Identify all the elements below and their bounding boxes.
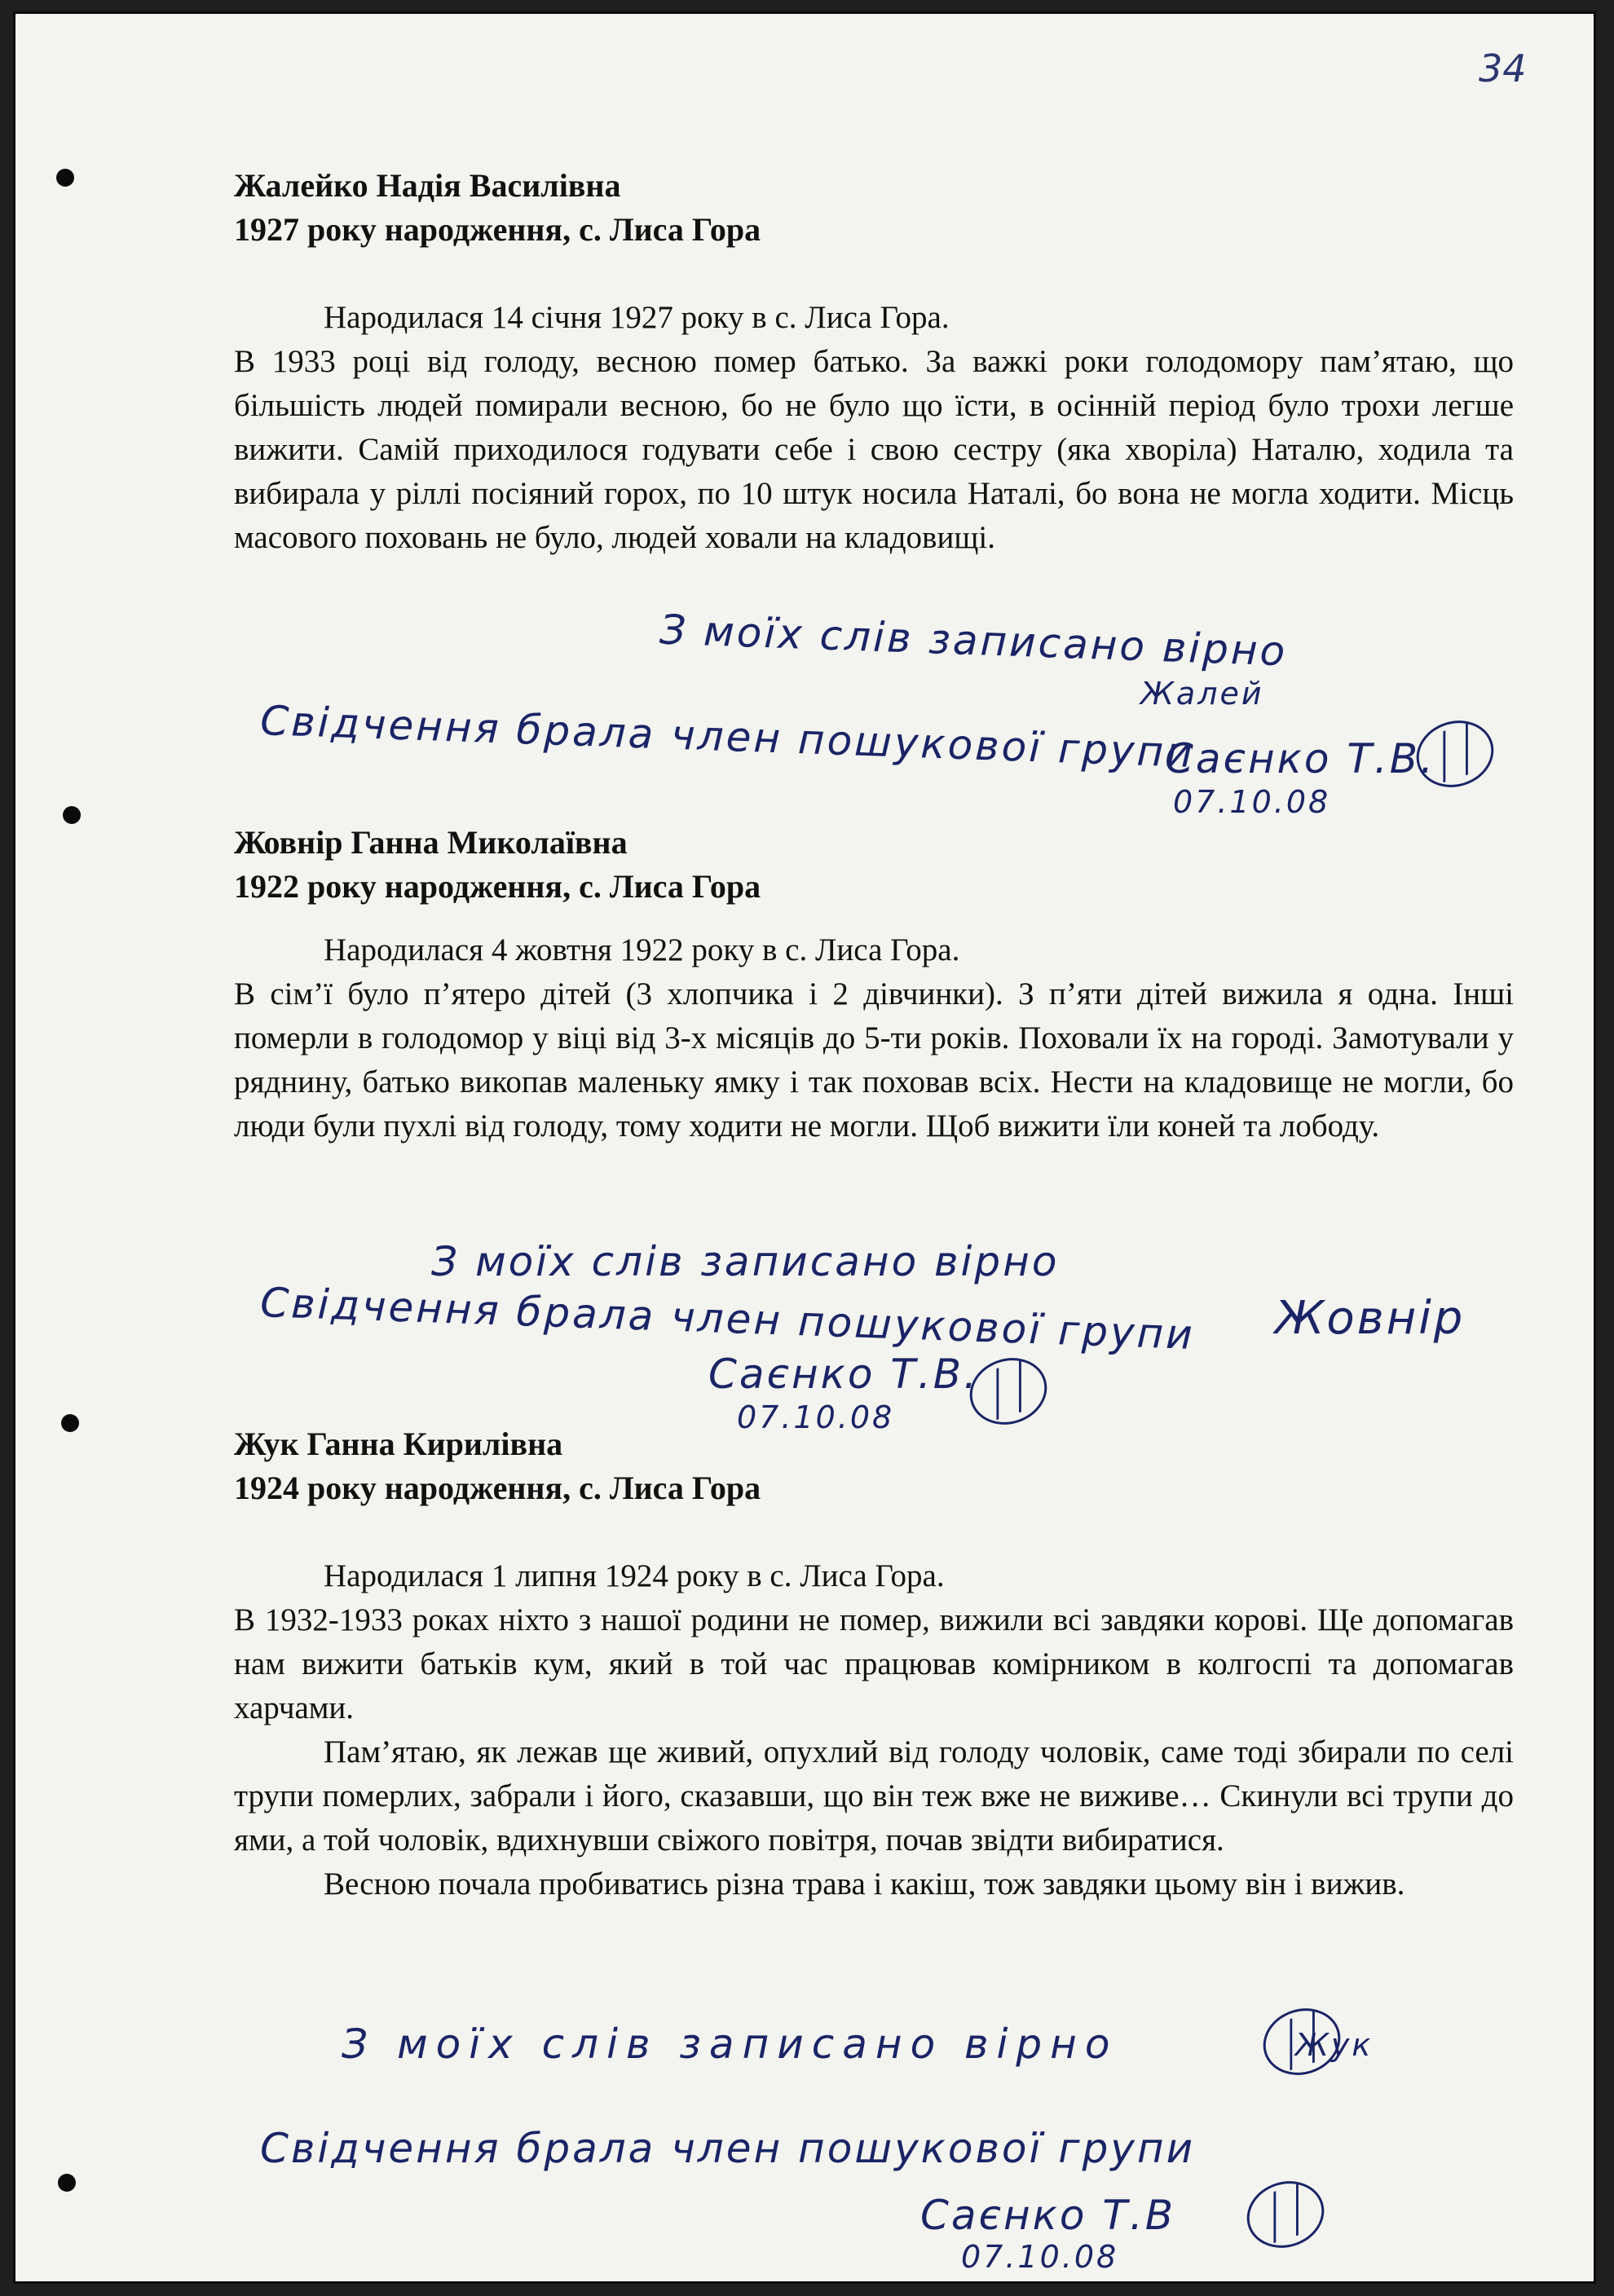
paragraph: Народилася 1 липня 1924 року в с. Лиса Гора.	[324, 1558, 945, 1593]
signature-mark	[1238, 2171, 1333, 2258]
paragraph: В сім’ї було п’ятеро дітей (3 хлопчика і 2 дівчинки). З п’яти дітей вижила я одна. Інші померли в голодомор у віці від 3-х місяців до 5-ти років. Поховали їх на городі. Замотували у ряднину, батько викопав маленьку ямку і так поховав всіх. Нести на кладовище не могли, бо люди були пухлі від голоду, тому ходити не могли. Щоб вижити їли коней та лободу.	[234, 976, 1514, 1144]
handwritten-date: 07.10.08	[737, 1399, 895, 1435]
birth-info: 1922 року народження, с. Лиса Гора	[234, 868, 761, 905]
collector-name: Саєнко Т.В	[920, 2192, 1176, 2239]
punch-hole	[56, 169, 74, 187]
collector-name: Саєнко Т.В.	[708, 1351, 979, 1398]
paragraph: Народилася 4 жовтня 1922 року в с. Лиса Гора.	[324, 932, 960, 967]
punch-hole	[58, 2174, 76, 2192]
birth-info: 1924 року народження, с. Лиса Гора	[234, 1470, 761, 1506]
signature-mark	[1255, 1999, 1349, 2085]
paragraph: Пам’ятаю, як лежав ще живий, опухлий від голоду чоловік, саме тоді збирали по селі трупи померлих, забрали і його, сказавши, що він теж вже не виживе… Скинули всі трупи до ями, а той чоловік, вдихнувши свіжого повітря, почав звідти вибиратися.	[234, 1734, 1514, 1858]
punch-hole	[61, 1414, 79, 1432]
birth-info: 1927 року народження, с. Лиса Гора	[234, 211, 761, 248]
testimony-entry	[234, 821, 1514, 1148]
punch-hole	[63, 806, 81, 824]
paragraph: Народилася 14 січня 1927 року в с. Лиса Гора.	[324, 300, 950, 335]
handwritten-date: 07.10.08	[1173, 784, 1331, 820]
person-name: Жалейко Надія Василівна	[234, 167, 621, 204]
respondent-signature: Жовнір	[1275, 1292, 1466, 1345]
respondent-signature: Жалей	[1140, 676, 1264, 712]
document-page	[13, 11, 1596, 2284]
testimony-entry	[234, 164, 1514, 560]
respondent-signature: Жук	[1295, 2027, 1374, 2063]
person-name: Жовнір Ганна Миколаївна	[234, 824, 628, 861]
handwritten-collector-line: Свідчення брала член пошукової групи	[259, 1279, 1196, 1359]
handwritten-verification: З моїх слів записано вірно	[342, 2021, 1118, 2068]
paragraph: В 1932-1933 роках ніхто з нашої родини не помер, вижили всі завдяки корові. Ще допомагав нам вижити батьків кум, який в той час працював комірником в колгоспі та допомагав харчами.	[234, 1602, 1514, 1725]
handwritten-collector-line: Свідчення брала член пошукової групи	[259, 697, 1196, 777]
handwritten-collector-line: Свідчення брала член пошукової групи	[260, 2125, 1196, 2172]
paragraph: В 1933 році від голоду, весною помер батько. За важкі роки голодомору пам’ятаю, що більшість людей помирали весною, бо не було що їсти, в осінній період було трохи легше вижити. Самій приходилося годувати себе і свою сестру (яка хворіла) Наталю, ходила та вибирала у ріллі посіяний горох, по 10 штук носила Наталі, бо вона не могла ходити. Місць масового поховань не було, людей ховали на кладовищі.	[234, 344, 1514, 555]
signature-mark	[1408, 711, 1502, 797]
page-number: 34	[1479, 46, 1527, 90]
handwritten-verification: З моїх слів записано вірно	[659, 606, 1289, 676]
testimony-entry	[234, 1422, 1514, 1906]
handwritten-date: 07.10.08	[961, 2239, 1119, 2275]
person-name: Жук Ганна Кирилівна	[234, 1426, 563, 1462]
collector-name: Саєнко Т.В.	[1165, 735, 1435, 782]
paragraph: Весною почала пробиватись різна трава і какіш, тож завдяки цьому він і вижив.	[324, 1866, 1405, 1902]
handwritten-verification: З моїх слів записано вірно	[431, 1238, 1060, 1285]
